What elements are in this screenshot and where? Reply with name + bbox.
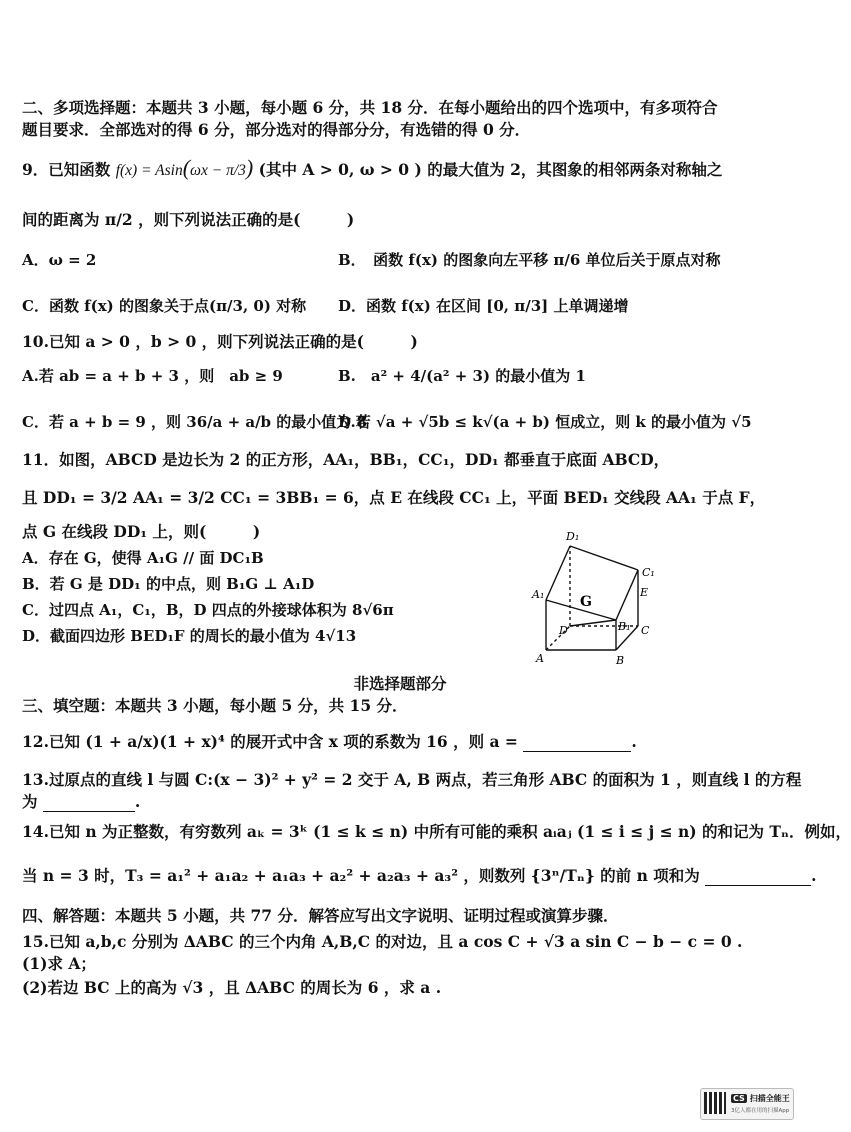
- label-c: C: [641, 624, 650, 637]
- q10-stem: 10.已知 a > 0 ，b > 0 ，则下列说法正确的是( ): [22, 332, 418, 351]
- q13-line1: 13.过原点的直线 l 与圆 C:(x − 3)² + y² = 2 交于 A, B 两点，若三角形 ABC 的面积为 1 ，则直线 l 的方程: [22, 770, 802, 789]
- q9-option-c: C．函数 f(x) 的图象关于点(π/3, 0) 对称: [22, 297, 307, 315]
- q14-line1: 14.已知 n 为正整数，有穷数列 aₖ = 3ᵏ (1 ≤ k ≤ n) 中所有可能的乘积 aᵢaⱼ (1 ≤ i ≤ j ≤ n) 的和记为 Tₙ．例如，: [22, 822, 851, 841]
- q12-answer-blank[interactable]: [523, 751, 631, 752]
- label-b1: B₁: [618, 620, 631, 633]
- q12-text: 12.已知 (1 + a/x)(1 + x)⁴ 的展开式中含 x 项的系数为 16 ，则 a =: [22, 732, 518, 751]
- q10-option-b: B. a² + 4/(a² + 3) 的最小值为 1: [338, 367, 586, 385]
- q11-option-d: D．截面四边形 BED₁F 的周长的最小值为 4√13: [22, 627, 357, 645]
- q15-line1: 15.已知 a,b,c 分别为 ΔABC 的三个内角 A,B,C 的对边，且 a cos C + √3 a sin C − b − c = 0 .: [22, 932, 743, 951]
- q13-prefix: 为: [22, 792, 38, 811]
- q11-option-c: C．过四点 A₁，C₁，B，D 四点的外接球体积为 8√6π: [22, 601, 394, 619]
- q9-func: f(x) = Asin: [115, 162, 183, 179]
- section4-title: 四、解答题：本题共 5 小题，共 77 分．解答应写出文字说明、证明过程或演算步骤．: [22, 906, 619, 925]
- label-b: B: [616, 654, 625, 667]
- q9-option-a: A．ω = 2: [22, 251, 97, 269]
- q14-line2: 当 n = 3 时，T₃ = a₁² + a₁a₂ + a₁a₃ + a₂² + a₂a₃ + a₃² ，则数列 {3ⁿ/Tₙ} 的前 n 项和为 .: [22, 866, 817, 885]
- q9-line2: 间的距离为 π/2 ，则下列说法正确的是( ): [22, 210, 355, 229]
- section3-title: 三、填空题：本题共 3 小题，每小题 5 分，共 15 分．: [22, 696, 408, 715]
- q10-option-a: A.若 ab = a + b + 3 ，则 ab ≥ 9: [22, 367, 283, 385]
- q9-arg: ωx − π/3: [190, 162, 246, 179]
- scanner-title: CS 扫描全能王: [733, 1094, 790, 1103]
- q15-part2: (2)若边 BC 上的高为 √3 ，且 ΔABC 的周长为 6 ，求 a .: [22, 978, 442, 997]
- label-g: G: [580, 594, 592, 610]
- q9-option-b: B． 函数 f(x) 的图象向左平移 π/6 单位后关于原点对称: [338, 251, 721, 269]
- label-e: E: [640, 586, 649, 599]
- scanner-subtitle: 3亿人都在用的扫描App: [731, 1108, 790, 1114]
- q9-stem: 9．已知函数 f(x) = Asin(ωx − π/3) (其中 A > 0, ω > 0 ) 的最大值为 2，其图象的相邻两条对称轴之: [22, 155, 723, 180]
- label-a1: A₁: [532, 588, 545, 601]
- q14-answer-blank[interactable]: [705, 885, 811, 886]
- q11-option-b: B．若 G 是 DD₁ 的中点，则 B₁G ⊥ A₁D: [22, 575, 315, 593]
- scanner-watermark: [700, 1088, 794, 1120]
- q9-option-d: D．函数 f(x) 在区间 [0, π/3] 上单调递增: [338, 297, 629, 315]
- qr-code-icon: [704, 1092, 726, 1114]
- label-d: D: [559, 624, 568, 637]
- q9-paren: (: [182, 155, 191, 180]
- q13-line2: 为 .: [22, 792, 141, 811]
- label-d1: D₁: [566, 530, 580, 543]
- section2-line2: 题目要求．全部选对的得 6 分，部分选对的得部分分，有选错的得 0 分．: [22, 120, 531, 139]
- label-a: A: [536, 652, 544, 665]
- section2-line1: 二、多项选择题：本题共 3 小题，每小题 6 分，共 18 分．在每小题给出的四个选项中，有多项符合: [22, 98, 718, 117]
- q12: 12.已知 (1 + a/x)(1 + x)⁴ 的展开式中含 x 项的系数为 16 ，则 a = .: [22, 732, 637, 751]
- q11-line3: 点 G 在线段 DD₁ 上，则( ): [22, 522, 261, 541]
- nonchoice-heading: 非选择题部分: [353, 674, 447, 693]
- q10-option-d: D.若 √a + √5b ≤ k√(a + b) 恒成立，则 k 的最小值为 √5: [338, 413, 752, 431]
- label-c1: C₁: [642, 566, 655, 579]
- q9-cond: (其中 A > 0, ω > 0 ) 的最大值为 2，其图象的相邻两条对称轴之: [258, 160, 723, 179]
- q15-part1: (1)求 A；: [22, 954, 96, 973]
- q9-prefix: 9．已知函数: [22, 160, 111, 179]
- q10-option-c: C．若 a + b = 9 ，则 36/a + a/b 的最小值为 8: [22, 413, 367, 431]
- q11-line1: 11．如图，ABCD 是边长为 2 的正方形，AA₁，BB₁，CC₁，DD₁ 都垂直于底面 ABCD，: [22, 450, 670, 469]
- q11-option-a: A．存在 G，使得 A₁G // 面 DC₁B: [22, 549, 264, 567]
- q11-line2: 且 DD₁ = 3/2 AA₁ = 3/2 CC₁ = 3BB₁ = 6，点 E 在线段 CC₁ 上，平面 BED₁ 交线段 AA₁ 于点 F，: [22, 488, 766, 507]
- q14-text: 当 n = 3 时，T₃ = a₁² + a₁a₂ + a₁a₃ + a₂² + a₂a₃ + a₃² ，则数列 {3ⁿ/Tₙ} 的前 n 项和为: [22, 866, 700, 885]
- q13-answer-blank[interactable]: [43, 811, 135, 812]
- q11-prism-figure: [530, 528, 670, 668]
